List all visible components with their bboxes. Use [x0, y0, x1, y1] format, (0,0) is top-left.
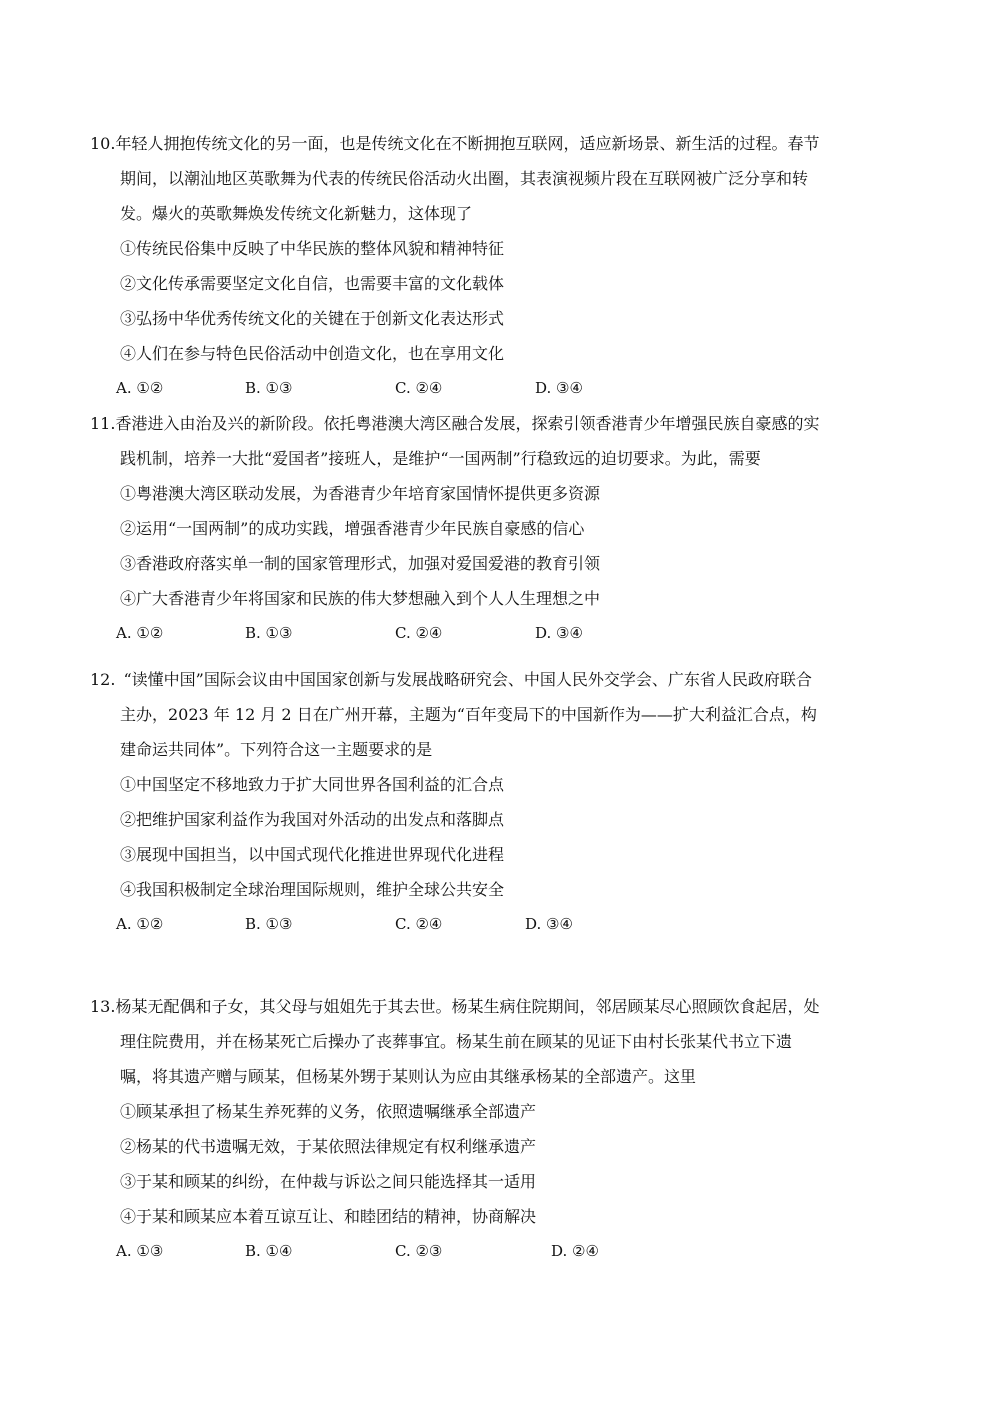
question-number: 12.	[90, 670, 116, 689]
question-12	[90, 662, 905, 942]
question-stem-line: 12. “读懂中国”国际会议由中国国家创新与发展战略研究会、中国人民外交学会、广东省人民政府联合	[90, 670, 812, 689]
answer-choices	[90, 616, 905, 651]
question-stem-line: 理住院费用，并在杨某死亡后操办了丧葬事宜。杨某生前在顾某的见证下由村长张某代书立下遗	[120, 1032, 793, 1051]
statement-option: ③香港政府落实单一制的国家管理形式，加强对爱国爱港的教育引领	[120, 554, 601, 573]
question-stem-line: 11.香港进入由治及兴的新阶段。依托粤港澳大湾区融合发展，探索引领香港青少年增强民族自豪感的实	[90, 414, 820, 433]
question-stem-line: 主办，2023 年 12 月 2 日在广州开幕，主题为“百年变局下的中国新作为——扩大利益汇合点，构	[120, 705, 817, 724]
statement-option: ②文化传承需要坚定文化自信，也需要丰富的文化载体	[120, 274, 505, 293]
question-10	[90, 126, 905, 406]
question-stem-line: 发。爆火的英歌舞焕发传统文化新魅力，这体现了	[120, 204, 473, 223]
choice-a[interactable]: A. ①②	[116, 379, 164, 397]
choice-d[interactable]: D. ②④	[551, 1242, 599, 1260]
choice-c[interactable]: C. ②③	[395, 1242, 443, 1260]
statement-option: ①粤港澳大湾区联动发展，为香港青少年培育家国情怀提供更多资源	[120, 484, 601, 503]
question-number: 11.	[90, 414, 116, 433]
question-stem-line: 10.年轻人拥抱传统文化的另一面，也是传统文化在不断拥抱互联网，适应新场景、新生活的过程。春节	[90, 134, 820, 153]
question-stem-line: 期间，以潮汕地区英歌舞为代表的传统民俗活动火出圈，其表演视频片段在互联网被广泛分享和转	[120, 169, 809, 188]
statement-option: ②运用“一国两制”的成功实践，增强香港青少年民族自豪感的信心	[120, 519, 585, 538]
question-13	[90, 989, 905, 1269]
question-stem-line: 13.杨某无配偶和子女，其父母与姐姐先于其去世。杨某生病住院期间，邻居顾某尽心照顾饮食起居，处	[90, 997, 820, 1016]
statement-option: ③弘扬中华优秀传统文化的关键在于创新文化表达形式	[120, 309, 505, 328]
question-stem-line: 嘱，将其遗产赠与顾某，但杨某外甥于某则认为应由其继承杨某的全部遗产。这里	[120, 1067, 697, 1086]
statement-option: ③展现中国担当，以中国式现代化推进世界现代化进程	[120, 845, 505, 864]
statement-option: ④广大香港青少年将国家和民族的伟大梦想融入到个人人生理想之中	[120, 589, 601, 608]
question-number: 13.	[90, 997, 116, 1016]
question-stem-line: 建命运共同体”。下列符合这一主题要求的是	[120, 740, 433, 759]
choice-a[interactable]: A. ①②	[116, 624, 164, 642]
question-stem-line: 践机制，培养一大批“爱国者”接班人，是维护“一国两制”行稳致远的迫切要求。为此，需要	[120, 449, 761, 468]
choice-b[interactable]: B. ①③	[245, 915, 293, 933]
answer-choices	[90, 1234, 905, 1269]
statement-option: ①中国坚定不移地致力于扩大同世界各国利益的汇合点	[120, 775, 505, 794]
question-number: 10.	[90, 134, 116, 153]
choice-d[interactable]: D. ③④	[535, 624, 583, 642]
statement-option: ①顾某承担了杨某生养死葬的义务，依照遗嘱继承全部遗产	[120, 1102, 537, 1121]
choice-b[interactable]: B. ①③	[245, 624, 293, 642]
choice-d[interactable]: D. ③④	[535, 379, 583, 397]
answer-choices	[90, 371, 905, 406]
statement-option: ①传统民俗集中反映了中华民族的整体风貌和精神特征	[120, 239, 505, 258]
statement-option: ④于某和顾某应本着互谅互让、和睦团结的精神，协商解决	[120, 1207, 537, 1226]
choice-a[interactable]: A. ①②	[116, 915, 164, 933]
answer-choices	[90, 907, 905, 942]
statement-option: ④人们在参与特色民俗活动中创造文化，也在享用文化	[120, 344, 505, 363]
statement-option: ②把维护国家利益作为我国对外活动的出发点和落脚点	[120, 810, 505, 829]
choice-b[interactable]: B. ①④	[245, 1242, 293, 1260]
question-11	[90, 406, 905, 651]
choice-d[interactable]: D. ③④	[525, 915, 573, 933]
choice-c[interactable]: C. ②④	[395, 379, 443, 397]
choice-c[interactable]: C. ②④	[395, 624, 443, 642]
statement-option: ②杨某的代书遗嘱无效，于某依照法律规定有权利继承遗产	[120, 1137, 537, 1156]
choice-c[interactable]: C. ②④	[395, 915, 443, 933]
choice-b[interactable]: B. ①③	[245, 379, 293, 397]
statement-option: ④我国积极制定全球治理国际规则，维护全球公共安全	[120, 880, 505, 899]
statement-option: ③于某和顾某的纠纷，在仲裁与诉讼之间只能选择其一适用	[120, 1172, 537, 1191]
choice-a[interactable]: A. ①③	[116, 1242, 164, 1260]
